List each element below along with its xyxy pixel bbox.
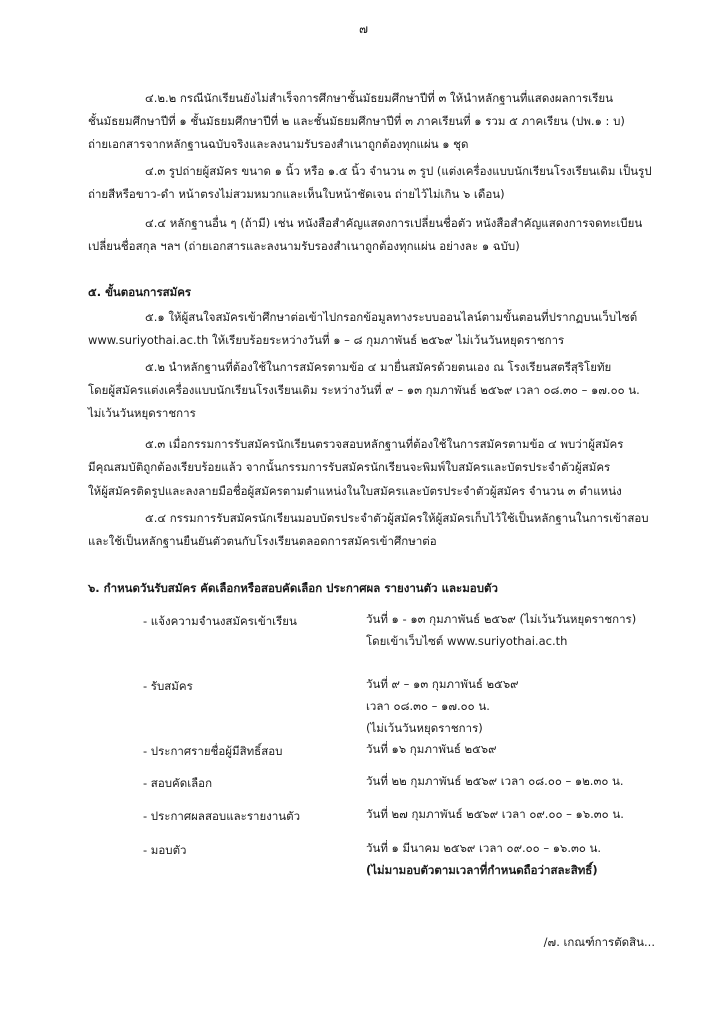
schedule-value-intent-1: วันที่ ๑ - ๑๓ กุมภาพันธ์ ๒๕๖๙ (ไม่เว้นวันหยุดราชการ) (366, 612, 637, 626)
sec-5-4-line-2: และใช้เป็นหลักฐานยืนยันตัวตนกับโรงเรียนตลอดการสมัครเข้าศึกษาต่อ (88, 534, 437, 548)
schedule-label-apply: - รับสมัคร (143, 679, 193, 693)
schedule-value-eligible: วันที่ ๑๖ กุมภาพันธ์ ๒๕๖๙ (366, 742, 497, 756)
sec-5-4-line-1: ๕.๔ กรรมการรับสมัครนักเรียนมอบบัตรประจำตัวผู้สมัครให้ผู้สมัครเก็บไว้ใช้เป็นหลักฐานในการเข้าสอบ (145, 511, 649, 525)
sec-6-heading: ๖. กำหนดวันรับสมัคร คัดเลือกหรือสอบคัดเลือก ประกาศผล รายงานตัว และมอบตัว (88, 581, 498, 595)
sec-5-3-line-1: ๕.๓ เมื่อกรรมการรับสมัครนักเรียนตรวจสอบหลักฐานที่ต้องใช้ในการสมัครตามข้อ ๔ พบว่าผู้สมัคร (145, 437, 624, 451)
schedule-value-apply-1: วันที่ ๙ – ๑๓ กุมภาพันธ์ ๒๕๖๙ (366, 677, 519, 691)
schedule-value-apply-2: เวลา ๐๘.๓๐ – ๑๗.๐๐ น. (366, 699, 490, 713)
sec-4-2-2-line-3: ถ่ายเอกสารจากหลักฐานฉบับจริงและลงนามรับรองสำเนาถูกต้องทุกแผ่น ๑ ชุด (88, 137, 469, 151)
sec-5-heading: ๕. ขั้นตอนการสมัคร (88, 285, 192, 299)
sec-4-2-2-line-1: ๔.๒.๒ กรณีนักเรียนยังไม่สำเร็จการศึกษาชั้นมัธยมศึกษาปีที่ ๓ ให้นำหลักฐานที่แสดงผลการเรียน (145, 91, 614, 105)
sec-4-3-line-2: ถ่ายสีหรือขาว-ดำ หน้าตรงไม่สวมหมวกและเห็นใบหน้าชัดเจน ถ่ายไว้ไม่เกิน ๖ เดือน) (88, 187, 505, 201)
sec-5-1-line-2: www.suriyothai.ac.th ให้เรียบร้อยระหว่างวันที่ ๑ – ๘ กุมภาพันธ์ ๒๕๖๙ ไม่เว้นวันหยุดราชการ (88, 333, 565, 347)
sec-4-2-2-line-2: ชั้นมัธยมศึกษาปีที่ ๑ ชั้นมัธยมศึกษาปีที่ ๒ และชั้นมัธยมศึกษาปีที่ ๓ ภาคเรียนที่ ๑ รวม ๕ ภาคเรียน (ปพ.๑ : บ) (88, 114, 625, 128)
schedule-value-intent-2: โดยเข้าเว็บไซต์ www.suriyothai.ac.th (366, 634, 568, 648)
sec-5-3-line-3: ให้ผู้สมัครติดรูปและลงลายมือชื่อผู้สมัครตามตำแหน่งในใบสมัครและบัตรประจำตัวผู้สมัคร จำนวน ๓ ตำแหน่ง (88, 484, 622, 498)
schedule-value-exam: วันที่ ๒๒ กุมภาพันธ์ ๒๕๖๙ เวลา ๐๘.๐๐ – ๑๒.๓๐ น. (366, 774, 624, 788)
schedule-value-apply-3: (ไม่เว้นวันหยุดราชการ) (366, 721, 483, 735)
sec-5-3-line-2: มีคุณสมบัติถูกต้องเรียบร้อยแล้ว จากนั้นกรรมการรับสมัครนักเรียนจะพิมพ์ใบสมัครและบัตรประจำตัวผู้สมัคร (88, 460, 611, 474)
sec-5-1-line-1: ๕.๑ ให้ผู้สนใจสมัครเข้าศึกษาต่อเข้าไปกรอกข้อมูลทางระบบออนไลน์ตามขั้นตอนที่ปรากฏบนเว็บไซต์ (145, 310, 638, 324)
schedule-label-enroll: - มอบตัว (143, 843, 187, 857)
sec-5-2-line-3: ไม่เว้นวันหยุดราชการ (88, 406, 196, 420)
sec-4-4-line-1: ๔.๔ หลักฐานอื่น ๆ (ถ้ามี) เช่น หนังสือสำคัญแสดงการเปลี่ยนชื่อตัว หนังสือสำคัญแสดงการจดทะเบียน (145, 216, 643, 230)
page-number: ๗ (358, 22, 369, 36)
sec-5-2-line-1: ๕.๒ นำหลักฐานที่ต้องใช้ในการสมัครตามข้อ ๔ มายื่นสมัครด้วยตนเอง ณ โรงเรียนสตรีสุริโยทัย (145, 360, 612, 374)
schedule-label-exam: - สอบคัดเลือก (143, 776, 213, 790)
sec-4-3-line-1: ๔.๓ รูปถ่ายผู้สมัคร ขนาด ๑ นิ้ว หรือ ๑.๕ นิ้ว จำนวน ๓ รูป (แต่งเครื่องแบบนักเรียนโรงเรียนเดิม เป็นรูป (145, 164, 652, 178)
sec-5-2-line-2: โดยผู้สมัครแต่งเครื่องแบบนักเรียนโรงเรียนเดิม ระหว่างวันที่ ๙ – ๑๓ กุมภาพันธ์ ๒๕๖๙ เวลา ๐๘.๓๐ – ๑๗.๐๐ น. (88, 383, 640, 397)
sec-4-4-line-2: เปลี่ยนชื่อสกุล ฯลฯ (ถ่ายเอกสารและลงนามรับรองสำเนาถูกต้องทุกแผ่น อย่างละ ๑ ฉบับ) (88, 239, 520, 253)
schedule-label-eligible: - ประกาศรายชื่อผู้มีสิทธิ์สอบ (143, 744, 283, 758)
schedule-value-enroll: วันที่ ๑ มีนาคม ๒๕๖๙ เวลา ๐๙.๐๐ – ๑๖.๓๐ น. (366, 841, 602, 855)
continuation-footer: /๗. เกณฑ์การตัดสิน... (543, 935, 655, 949)
schedule-label-results: - ประกาศผลสอบและรายงานตัว (143, 809, 301, 823)
schedule-enroll-note: (ไม่มามอบตัวตามเวลาที่กำหนดถือว่าสละสิทธิ์) (366, 863, 598, 877)
schedule-value-results: วันที่ ๒๗ กุมภาพันธ์ ๒๕๖๙ เวลา ๐๙.๐๐ – ๑๖.๓๐ น. (366, 807, 624, 821)
schedule-label-intent: - แจ้งความจำนงสมัครเข้าเรียน (143, 614, 297, 628)
